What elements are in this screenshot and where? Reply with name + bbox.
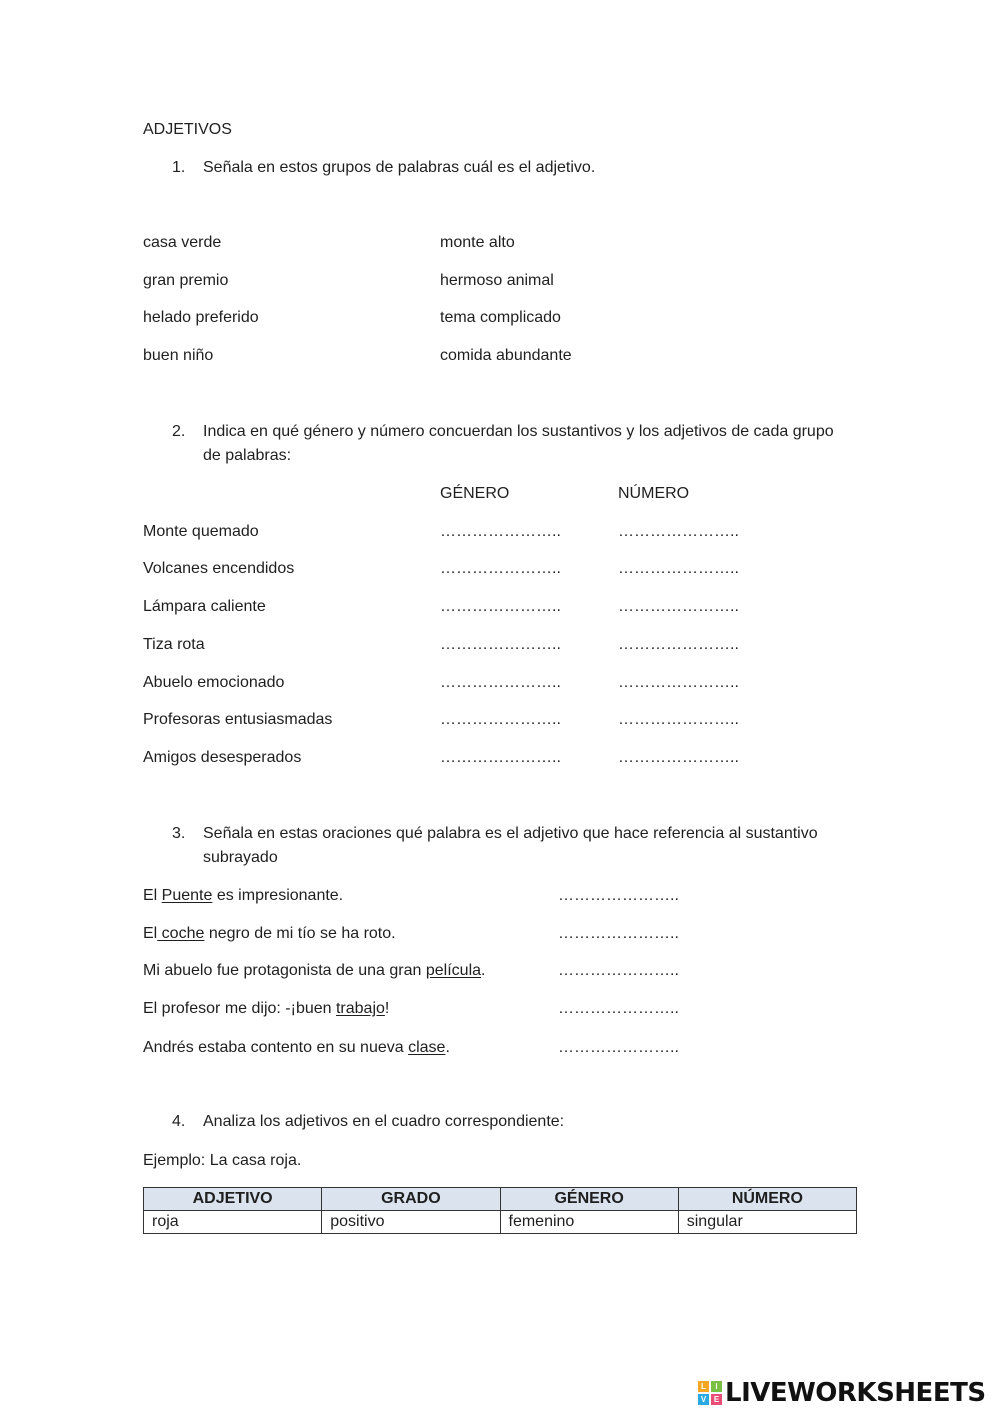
- q3-sentence: El profesor me dijo: -¡buen trabajo!: [143, 1000, 390, 1017]
- q1-instruction: Señala en estos grupos de palabras cuál es el adjetivo.: [203, 159, 596, 176]
- q2-genero-blank[interactable]: …………………..: [440, 560, 561, 577]
- q2-row-label: Monte quemado: [143, 523, 259, 540]
- q2-numero-blank[interactable]: …………………..: [618, 523, 739, 540]
- q2-numero-blank[interactable]: …………………..: [618, 674, 739, 691]
- q1-group[interactable]: hermoso animal: [440, 272, 554, 289]
- underlined-noun: coche: [157, 925, 205, 942]
- table-header-row: [144, 1188, 857, 1211]
- q2-genero-blank[interactable]: …………………..: [440, 749, 561, 766]
- q3-answer-blank[interactable]: …………………..: [558, 925, 679, 942]
- q3-answer-blank[interactable]: …………………..: [558, 1000, 679, 1017]
- q1-group[interactable]: helado preferido: [143, 309, 259, 326]
- q2-instruction: Indica en qué género y número concuerdan los sustantivos y los adjetivos de cada grupo de palabras:: [203, 423, 834, 464]
- q2-row-label: Amigos desesperados: [143, 749, 302, 766]
- q3-answer-blank[interactable]: …………………..: [558, 1039, 679, 1056]
- q4-instruction: Analiza los adjetivos en el cuadro correspondiente:: [203, 1113, 565, 1130]
- q3-sentence: El Puente es impresionante.: [143, 887, 344, 904]
- q4-example: Ejemplo: La casa roja.: [143, 1152, 302, 1169]
- underlined-noun: trabajo: [335, 1000, 385, 1017]
- q1-group[interactable]: comida abundante: [440, 347, 572, 364]
- brand-name: LIVEWORKSHEETS: [725, 1378, 986, 1408]
- q1-group[interactable]: casa verde: [143, 234, 222, 251]
- q3-answer-blank[interactable]: …………………..: [558, 962, 679, 979]
- underlined-noun: clase: [408, 1039, 446, 1056]
- q3-sentence: El coche negro de mi tío se ha roto.: [143, 925, 396, 942]
- table-header: ADJETIVO: [144, 1188, 322, 1211]
- q2-row-label: Tiza rota: [143, 636, 205, 653]
- table-header: NÚMERO: [678, 1188, 856, 1211]
- q2-genero-blank[interactable]: …………………..: [440, 598, 561, 615]
- q2-row-label: Abuelo emocionado: [143, 674, 285, 691]
- table-cell: roja: [144, 1211, 322, 1234]
- page-title: ADJETIVOS: [143, 121, 232, 138]
- q2-row-label: Volcanes encendidos: [143, 560, 295, 577]
- q2-genero-blank[interactable]: …………………..: [440, 523, 561, 540]
- q1-group[interactable]: tema complicado: [440, 309, 561, 326]
- table-row: [144, 1211, 857, 1234]
- q2-genero-blank[interactable]: …………………..: [440, 674, 561, 691]
- q1-number: 1.: [172, 159, 186, 176]
- q2-genero-blank[interactable]: …………………..: [440, 636, 561, 653]
- q4-number: 4.: [172, 1113, 186, 1130]
- q3-instruction: Señala en estas oraciones qué palabra es el adjetivo que hace referencia al sustantivo subrayado: [203, 825, 818, 866]
- table-header: GRADO: [322, 1188, 500, 1211]
- q3-sentence: Mi abuelo fue protagonista de una gran película.: [143, 962, 486, 979]
- q3-number: 3.: [172, 825, 186, 842]
- q3-answer-blank[interactable]: …………………..: [558, 887, 679, 904]
- q1-group[interactable]: monte alto: [440, 234, 515, 251]
- table-header: GÉNERO: [500, 1188, 678, 1211]
- q2-genero-blank[interactable]: …………………..: [440, 711, 561, 728]
- table-cell: femenino: [500, 1211, 678, 1234]
- underlined-noun: Puente: [161, 887, 213, 904]
- table-cell: singular: [678, 1211, 856, 1234]
- liveworksheets-icon: L I V E: [698, 1381, 722, 1405]
- q2-numero-blank[interactable]: …………………..: [618, 636, 739, 653]
- q2-header-genero: GÉNERO: [440, 485, 510, 502]
- q2-row-label: Profesoras entusiasmadas: [143, 711, 333, 728]
- q2-number: 2.: [172, 423, 186, 440]
- table-cell: positivo: [322, 1211, 500, 1234]
- q2-header-numero: NÚMERO: [618, 485, 690, 502]
- q2-row-label: Lámpara caliente: [143, 598, 266, 615]
- underlined-noun: película: [425, 962, 482, 979]
- q2-numero-blank[interactable]: …………………..: [618, 749, 739, 766]
- q1-group[interactable]: gran premio: [143, 272, 229, 289]
- q1-group[interactable]: buen niño: [143, 347, 214, 364]
- analysis-table: [143, 1187, 857, 1234]
- q2-numero-blank[interactable]: …………………..: [618, 711, 739, 728]
- q2-numero-blank[interactable]: …………………..: [618, 598, 739, 615]
- q2-numero-blank[interactable]: …………………..: [618, 560, 739, 577]
- liveworksheets-logo: [698, 1378, 986, 1408]
- q3-sentence: Andrés estaba contento en su nueva clase.: [143, 1039, 450, 1056]
